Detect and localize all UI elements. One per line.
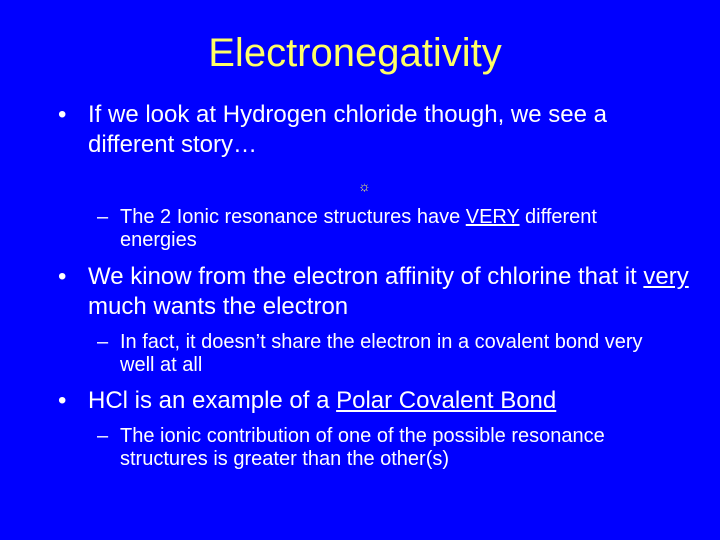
sub-bullet-covalent-share xyxy=(97,331,657,377)
text-part: The 2 Ionic resonance structures have xyxy=(120,206,466,228)
bullet-dot: • xyxy=(58,263,67,290)
bullet-hcl-example xyxy=(58,386,698,416)
sub-bullet-dash: – xyxy=(97,206,109,228)
text-part: much wants the electron xyxy=(88,293,349,320)
bullet-text: If we look at Hydrogen chloride though, we see a different story… xyxy=(88,101,607,158)
emphasis-very: VERY xyxy=(465,206,520,228)
text-part: different energies xyxy=(120,206,597,251)
sub-bullet-dash: – xyxy=(97,425,109,447)
bullet-text xyxy=(88,386,698,416)
bullet-hydrogen-chloride xyxy=(58,100,698,160)
emphasis-polar-covalent-bond: Polar Covalent Bond xyxy=(336,387,557,414)
sub-bullet-ionic-resonance xyxy=(97,206,657,252)
sub-bullet-ionic-contribution xyxy=(97,425,657,471)
bullet-dot: • xyxy=(58,387,67,414)
slide-title: Electronegativity xyxy=(208,31,502,75)
text-part: HCl is an example of a xyxy=(88,387,337,414)
sub-bullet-dash: – xyxy=(97,331,109,353)
sub-bullet-text: In fact, it doesn’t share the electron in a covalent bond very well at all xyxy=(120,331,643,376)
sub-bullet-text xyxy=(120,206,657,252)
sub-bullet-text: The ionic contribution of one of the possible resonance structures is greater than the other(s) xyxy=(120,425,605,470)
bullet-dot: • xyxy=(58,101,67,128)
bullet-text xyxy=(88,262,698,322)
sun-symbol-icon: ☼ xyxy=(358,178,371,194)
text-part: We kinow from the electron affinity of chlorine that it xyxy=(88,263,644,290)
emphasis-very-lower: very xyxy=(643,263,689,290)
bullet-electron-affinity xyxy=(58,262,698,322)
